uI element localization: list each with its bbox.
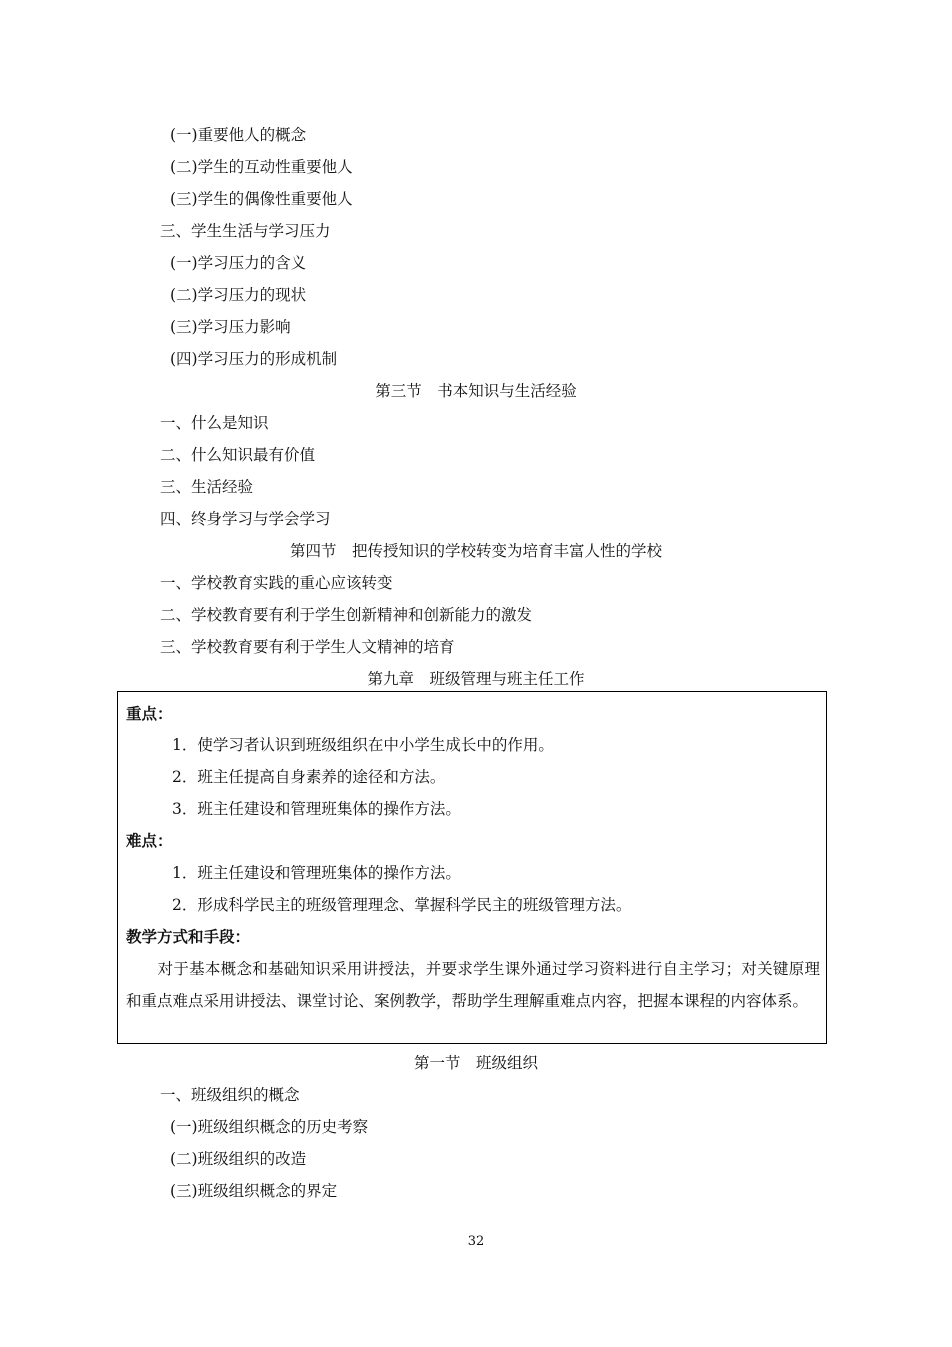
outline-item: (二)班级组织的改造 (170, 1150, 307, 1168)
difficult-points-label: 难点： (126, 832, 173, 850)
outline-item: (一)班级组织概念的历史考察 (170, 1118, 369, 1136)
chapter-summary-box (117, 691, 827, 1044)
key-point-item: 3．班主任建设和管理班集体的操作方法。 (172, 800, 461, 818)
outline-item: (二)学生的互动性重要他人 (170, 158, 353, 176)
section-title: 第四节 把传授知识的学校转变为培育丰富人性的学校 (289, 542, 662, 560)
outline-item: (一)学习压力的含义 (170, 254, 307, 272)
difficult-point-item: 2．形成科学民主的班级管理理念、掌握科学民主的班级管理方法。 (172, 896, 632, 914)
outline-item: (四)学习压力的形成机制 (170, 350, 338, 368)
difficult-point-item: 1．班主任建设和管理班集体的操作方法。 (172, 864, 461, 882)
outline-item: (三)学习压力影响 (170, 318, 291, 336)
outline-item: (一)重要他人的概念 (170, 126, 307, 144)
teaching-methods-paragraph: 对于基本概念和基础知识采用讲授法，并要求学生课外通过学习资料进行自主学习；对关键原理和重点难点采用讲授法、课堂讨论、案例教学，帮助学生理解重难点内容，把握本课程的内容体系。 (126, 960, 820, 1010)
outline-heading: 三、学校教育要有利于学生人文精神的培育 (160, 638, 455, 656)
outline-item: (二)学习压力的现状 (170, 286, 307, 304)
outline-item: (三)学生的偶像性重要他人 (170, 190, 353, 208)
outline-heading: 一、学校教育实践的重心应该转变 (160, 574, 393, 592)
outline-heading: 三、生活经验 (160, 478, 254, 496)
key-point-item: 2．班主任提高自身素养的途径和方法。 (172, 768, 446, 786)
outline-heading: 三、学生生活与学习压力 (160, 222, 331, 240)
teaching-methods-label: 教学方式和手段： (126, 928, 251, 946)
key-point-item: 1．使学习者认识到班级组织在中小学生成长中的作用。 (172, 736, 554, 754)
section-title: 第三节 书本知识与生活经验 (375, 382, 577, 400)
outline-heading: 四、终身学习与学会学习 (160, 510, 331, 528)
outline-heading: 一、班级组织的概念 (160, 1086, 300, 1104)
page-number: 32 (467, 1234, 485, 1249)
outline-heading: 二、什么知识最有价值 (160, 446, 316, 464)
key-points-label: 重点： (126, 705, 173, 723)
outline-heading: 二、学校教育要有利于学生创新精神和创新能力的激发 (160, 606, 533, 624)
chapter-title: 第九章 班级管理与班主任工作 (367, 670, 585, 688)
outline-heading: 一、什么是知识 (160, 414, 269, 432)
outline-item: (三)班级组织概念的界定 (170, 1182, 338, 1200)
section-title: 第一节 班级组织 (413, 1054, 538, 1072)
